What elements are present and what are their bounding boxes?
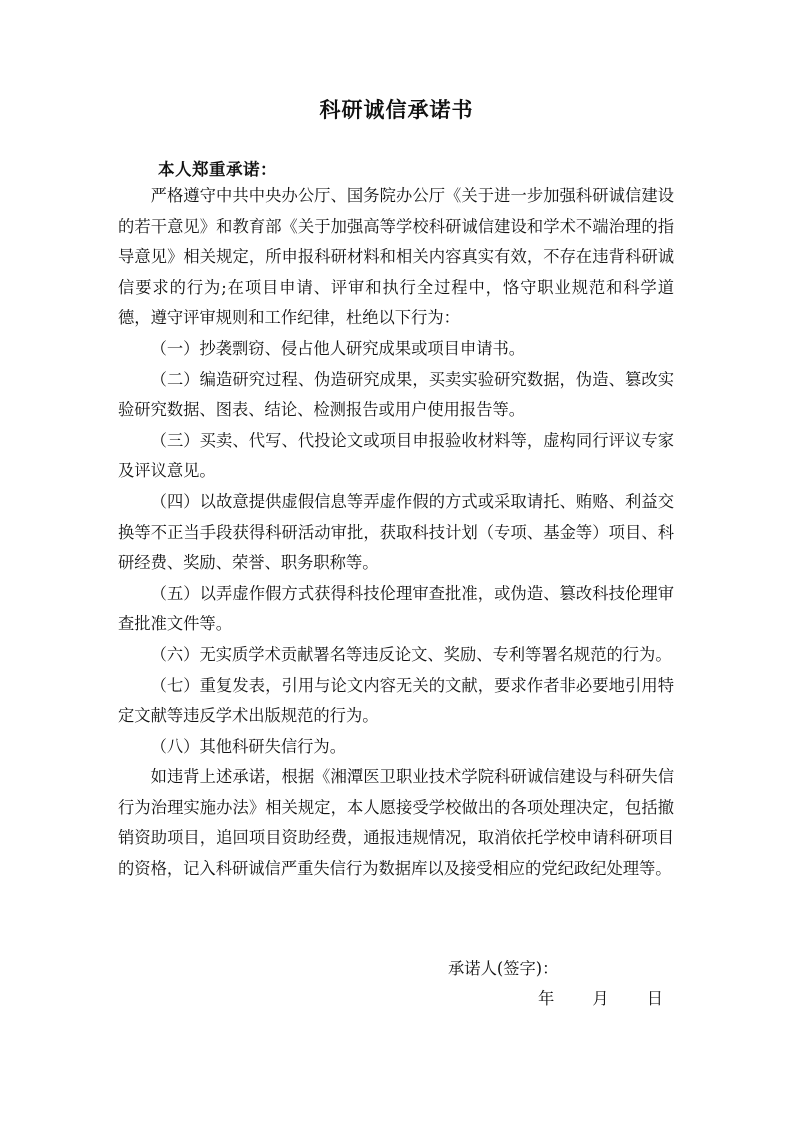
lead-statement: 本人郑重承诺：: [158, 160, 277, 179]
paragraph-intro: 严格遵守中共中央办公厅、国务院办公厅《关于进一步加强科研诚信建设的若干意见》和教育部《关于加强高等学校科研诚信建设和学术不端治理的指导意见》相关规定，所申报科研材料和相关内容真实有效，不存在违背科研诚信要求的行为;在项目申请、评审和执行全过程中，恪守职业规范和科学道德，遵守评审规则和工作纪律，杜绝以下行为：: [118, 186, 674, 328]
date-day: 日: [646, 989, 663, 1008]
paragraph-item-3: （三）买卖、代写、代投论文或项目申报验收材料等，虚构同行评议专家及评议意见。: [118, 430, 674, 481]
paragraph-item-8: （八）其他科研失信行为。: [150, 736, 346, 756]
date-month: 月: [592, 989, 609, 1008]
document-body: [118, 181, 674, 885]
signer-label: 承诺人(签字)：: [448, 959, 559, 978]
paragraph-item-1: （一）抄袭剽窃、侵占他人研究成果或项目申请书。: [150, 338, 526, 358]
paragraph-consequences: 如违背上述承诺，根据《湘潭医卫职业技术学院科研诚信建设与科研失信行为治理实施办法》相关规定，本人愿接受学校做出的各项处理决定，包括撤销资助项目，追回项目资助经费，通报违规情况，取消依托学校申请科研项目的资格，记入科研诚信严重失信行为数据库以及接受相应的党纪政纪处理等。: [118, 767, 674, 879]
paragraph-item-4: （四）以故意提供虚假信息等弄虚作假的方式或采取请托、贿赂、利益交换等不正当手段获得科研活动审批，获取科技计划（专项、基金等）项目、科研经费、奖励、荣誉、职务职称等。: [118, 491, 674, 573]
date-line: [538, 985, 663, 1009]
paragraph-item-7: （七）重复发表，引用与论文内容无关的文献，要求作者非必要地引用特定文献等违反学术出版规范的行为。: [118, 675, 674, 726]
paragraph-item-6: （六）无实质学术贡献署名等违反论文、奖励、专利等署名规范的行为。: [150, 644, 672, 664]
paragraph-item-2: （二）编造研究过程、伪造研究成果，买卖实验研究数据，伪造、篡改实验研究数据、图表、结论、检测报告或用户使用报告等。: [118, 369, 674, 420]
date-year: 年: [538, 989, 555, 1008]
document-title: 科研诚信承诺书: [319, 98, 474, 122]
paragraph-item-5: （五）以弄虚作假方式获得科技伦理审查批准，或伪造、篡改科技伦理审查批准文件等。: [118, 583, 674, 634]
